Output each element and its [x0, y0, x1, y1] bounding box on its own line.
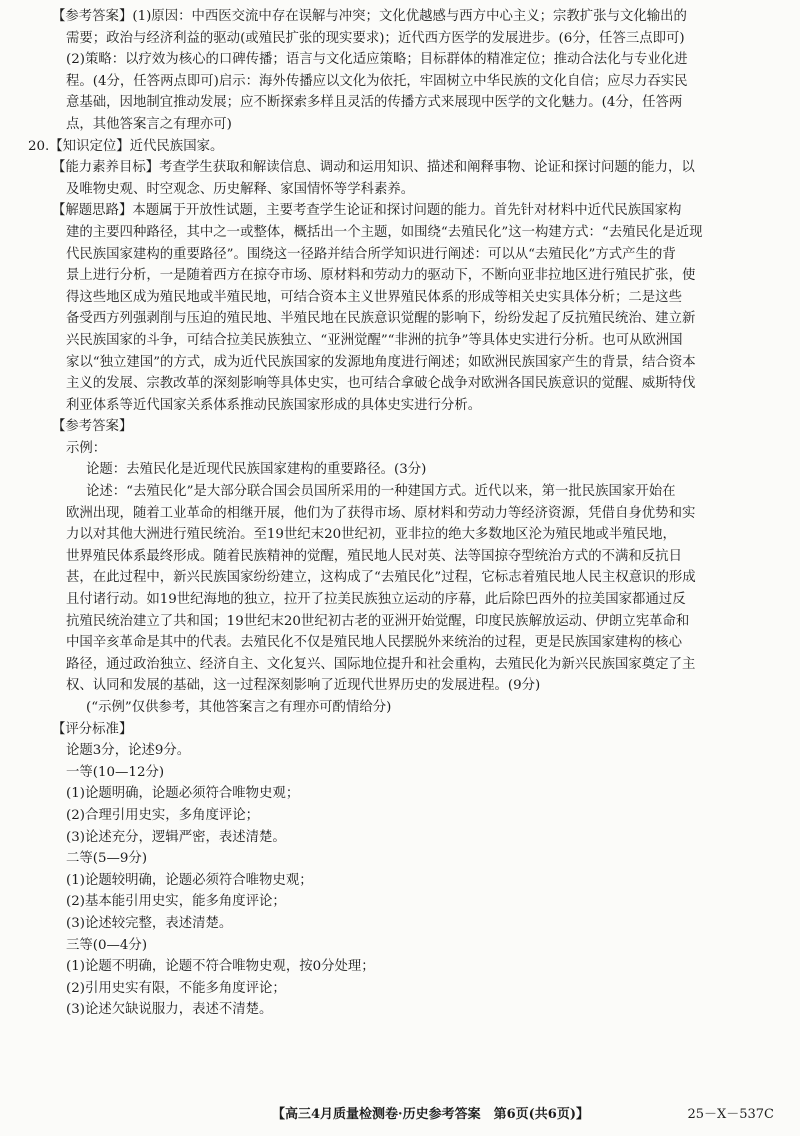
- thesis-line: 论题：去殖民化是近现代民族国家建构的重要路径。(3分): [86, 462, 427, 478]
- q20-scoring-criteria: [0, 719, 800, 1021]
- text-line: 意基础，因地制宜推动发展；应不断探索多样且灵活的传播方式来展现中医学的文化魅力。(4分，任答两: [66, 95, 683, 111]
- grade-item: (2)引用史实有限，不能多角度评论；: [66, 980, 286, 996]
- q20-knowledge-heading: 20.【知识定位】近代民族国家。: [28, 138, 224, 154]
- q20-reference-answer: [0, 416, 800, 718]
- text-line: 抗殖民统治建立了共和国；19世纪末20世纪初古老的亚洲开始觉醒，印度民族解放运动、伊朗立宪革命和: [66, 613, 690, 629]
- text-line: 需要；政治与经济利益的驱动(或殖民扩张的现实要求)；近代西方医学的发展进步。(6分，任答三点即可): [66, 30, 685, 46]
- q20-section: [0, 136, 800, 1021]
- text-line: 及唯物史观、时空观念、历史解释、家国情怀等学科素养。: [66, 181, 415, 197]
- text-line: 程。(4分，任答两点即可)启示：海外传播应以文化为依托，牢固树立中华民族的文化自信；应尽力吞实民: [66, 73, 688, 89]
- text-line: 中国辛亥革命是其中的代表。去殖民化不仅是殖民地人民摆脱外来统治的过程，更是民族国家建构的核心: [66, 635, 682, 651]
- page-footer: [0, 1104, 800, 1126]
- scoring-total: 论题3分，论述9分。: [66, 743, 191, 759]
- text-line: 欧洲出现，随着工业革命的相继开展，他们为了获得市场、原材料和劳动力等经济资源，凭借自身优势和实: [66, 505, 696, 521]
- text-line: 主义的发展、宗教改革的深刻影响等具体史实，也可结合拿破仑战争对欧洲各国民族意识的觉醒、威斯特伐: [66, 376, 696, 392]
- text-line: 利亚体系等近代国家关系体系推动民族国家形成的具体史实进行分析。: [66, 397, 482, 413]
- text-line: (2)策略：以疗效为核心的口碑传播；语言与文化适应策略；目标群体的精准定位；推动合法化与专业化进: [66, 52, 688, 68]
- example-label: 示例：: [66, 440, 107, 456]
- text-line: 世界殖民体系最终形成。随着民族精神的觉醒，殖民地人民对英、法等国掠夺型统治方式的不满和反抗日: [66, 548, 682, 564]
- section-heading: 【评分标准】: [52, 721, 133, 737]
- text-line: 备受西方列强剥削与压迫的殖民地、半殖民地在民族意识觉醒的影响下，纷纷发起了反抗殖民统治、建立新: [66, 311, 696, 327]
- grade-heading: 三等(0—4分): [66, 937, 148, 953]
- grade-item: (3)论述充分，逻辑严密，表述清楚。: [66, 829, 286, 845]
- q20-solution-approach: [0, 200, 800, 416]
- grade-item: (3)论述较完整，表述清楚。: [66, 915, 233, 931]
- text-line: 权、认同和发展的基础，这一过程深刻影响了近现代世界历史的发展进程。(9分): [66, 678, 541, 694]
- text-line: 【能力素养目标】考查学生获取和解读信息、调动和运用知识、描述和阐释事物、论证和探讨问题的能力，以: [52, 160, 695, 176]
- text-line: 【解题思路】本题属于开放性试题，主要考查学生论证和探讨问题的能力。首先针对材料中近代民族国家构: [52, 203, 682, 219]
- grade-heading: 一等(10—12分): [66, 764, 165, 780]
- q20-ability-target: [0, 157, 800, 200]
- text-line: 建的主要四种路径，其中之一或整体，概括出一个主题，如围绕“去殖民化”这一构建方式：“去殖民化是近现: [66, 224, 703, 240]
- grade-heading: 二等(5—9分): [66, 851, 148, 867]
- example-note: (“示例”仅供参考，其他答案言之有理亦可酌情给分): [86, 700, 392, 715]
- grade-item: (2)合理引用史实，多角度评论；: [66, 807, 260, 823]
- footer-title: 【高三4月质量检测卷·历史参考答案 第6页(共6页)】: [272, 1107, 589, 1122]
- text-line: 且付诸行动。如19世纪海地的独立，拉开了拉美民族独立运动的序幕，此后除巴西外的拉美国家都通过反: [66, 592, 686, 608]
- footer-code: 25－X－537C: [687, 1107, 774, 1122]
- text-line: 家以“独立建国”的方式，成为近代民族国家的发源地角度进行阐述；如欧洲民族国家产生的背景，结合资本: [66, 354, 696, 370]
- grade-item: (3)论述欠缺说服力，表述不清楚。: [66, 1002, 273, 1018]
- text-line: 点，其他答案言之有理亦可): [66, 116, 232, 132]
- grade-item: (1)论题不明确，论题不符合唯物史观，按0分处理；: [66, 959, 375, 975]
- text-line: 得这些地区成为殖民地或半殖民地，可结合资本主义世界殖民体系的形成等相关史实具体分析；二是这些: [66, 289, 682, 305]
- grade-item: (2)基本能引用史实，能多角度评论；: [66, 894, 286, 910]
- grade-item: (1)论题明确，论题必须符合唯物史观；: [66, 786, 300, 802]
- section-heading: 【参考答案】: [52, 419, 133, 435]
- text-line: 【参考答案】(1)原因：中西医交流中存在误解与冲突；文化优越感与西方中心主义；宗教扩张与文化输出的: [52, 9, 687, 24]
- text-line: 力以对其他大洲进行殖民统治。至19世纪末20世纪初，亚非拉的绝大多数地区沦为殖民地或半殖民地，: [66, 527, 676, 543]
- text-line: 论述：“去殖民化”是大部分联合国会员国所采用的一种建国方式。近代以来，第一批民族国家开始在: [86, 484, 676, 500]
- text-line: 兴民族国家的斗争，可结合拉美民族独立、“亚洲觉醒”“非洲的抗争”等具体史实进行分析。也可从欧洲国: [66, 332, 683, 348]
- text-line: 代民族国家建构的重要路径”。围绕这一径路并结合所学知识进行阐述：可以从“去殖民化”方式产生的背: [66, 246, 676, 262]
- answer-page: [0, 6, 800, 1021]
- text-line: 景上进行分析，一是随着西方在掠夺市场、原材料和劳动力的驱动下，不断向亚非拉地区进行殖民扩张，使: [66, 268, 696, 284]
- text-line: 甚，在此过程中，新兴民族国家纷纷建立，这构成了“去殖民化”过程，它标志着殖民地人民主权意识的形成: [66, 570, 696, 586]
- q19-answer: [0, 6, 800, 136]
- grade-item: (1)论题较明确，论题必须符合唯物史观；: [66, 872, 313, 888]
- text-line: 路径，通过政治独立、经济自主、文化复兴、国际地位提升和社会重构，去殖民化为新兴民族国家奠定了主: [66, 656, 696, 672]
